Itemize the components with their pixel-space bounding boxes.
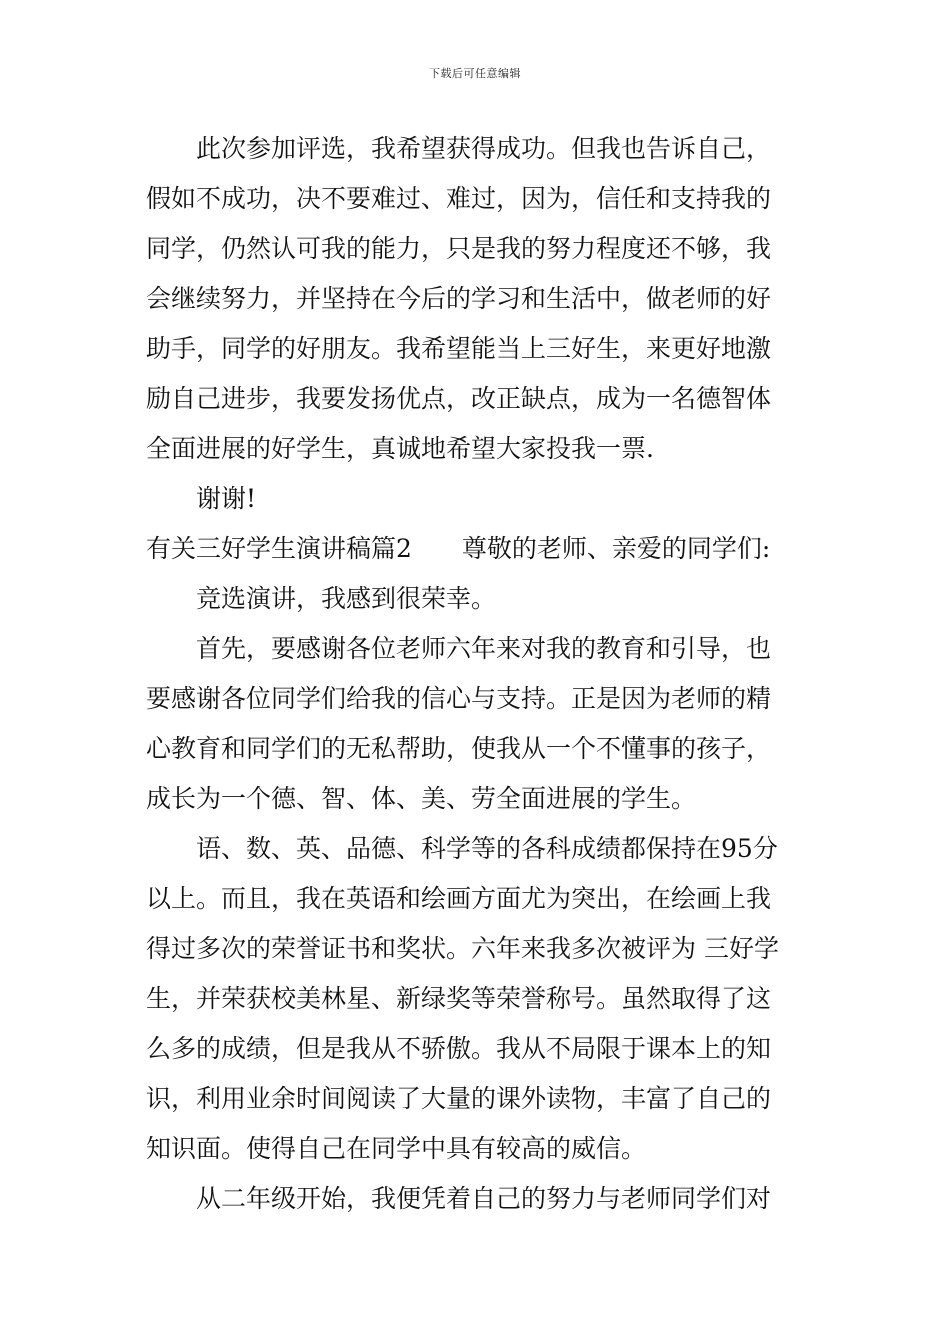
paragraph-line: 竞选演讲，我感到很荣幸。 [196,584,497,613]
paragraph-line: 得过多次的荣誉证书和奖状。六年来我多次被评为 三好学 [146,934,779,963]
paragraph-line: 会继续努力，并坚持在今后的学习和生活中，做老师的好 [146,284,772,313]
paragraph-line: 识，利用业余时间阅读了大量的课外读物，丰富了自己的 [146,1084,772,1113]
paragraph-line: 语、数、英、品德、科学等的各科成绩都保持在95分 [196,834,778,863]
paragraph-line: 假如不成功，决不要难过、难过，因为，信任和支持我的 [146,184,772,213]
paragraph-line: 助手，同学的好朋友。我希望能当上三好生，来更好地激 [146,334,772,363]
paragraph-line: 首先，要感谢各位老师六年来对我的教育和引导，也 [196,634,772,663]
paragraph-line: 心教育和同学们的无私帮助，使我从一个不懂事的孩子， [146,734,772,763]
paragraph-line: 同学，仍然认可我的能力，只是我的努力程度还不够，我 [146,234,772,263]
paragraph-line: 全面进展的好学生，真诚地希望大家投我一票. [146,434,654,463]
paragraph-line: 么多的成绩，但是我从不骄傲。我从不局限于课本上的知 [146,1034,772,1063]
paragraph-line: 从二年级开始，我便凭着自己的努力与老师同学们对 [196,1184,772,1213]
paragraph-line: 要感谢各位同学们给我的信心与支持。正是因为老师的精 [146,684,772,713]
paragraph-line: 励自己进步，我要发扬优点，改正缺点，成为一名德智体 [146,384,772,413]
paragraph-line: 以上。而且，我在英语和绘画方面尤为突出，在绘画上我 [146,884,772,913]
section-heading-line: 有关三好学生演讲稿篇2 尊敬的老师、亲爱的同学们: [146,534,771,563]
thanks-line: 谢谢! [196,484,257,513]
paragraph-line: 成长为一个德、智、体、美、劳全面进展的学生。 [146,784,697,813]
header-note: 下载后可任意编辑 [429,67,521,80]
paragraph-line: 此次参加评选，我希望获得成功。但我也告诉自己， [196,134,772,163]
paragraph-line: 知识面。使得自己在同学中具有较高的威信。 [146,1134,647,1163]
paragraph-line: 生，并荣获校美林星、新绿奖等荣誉称号。虽然取得了这 [146,984,772,1013]
